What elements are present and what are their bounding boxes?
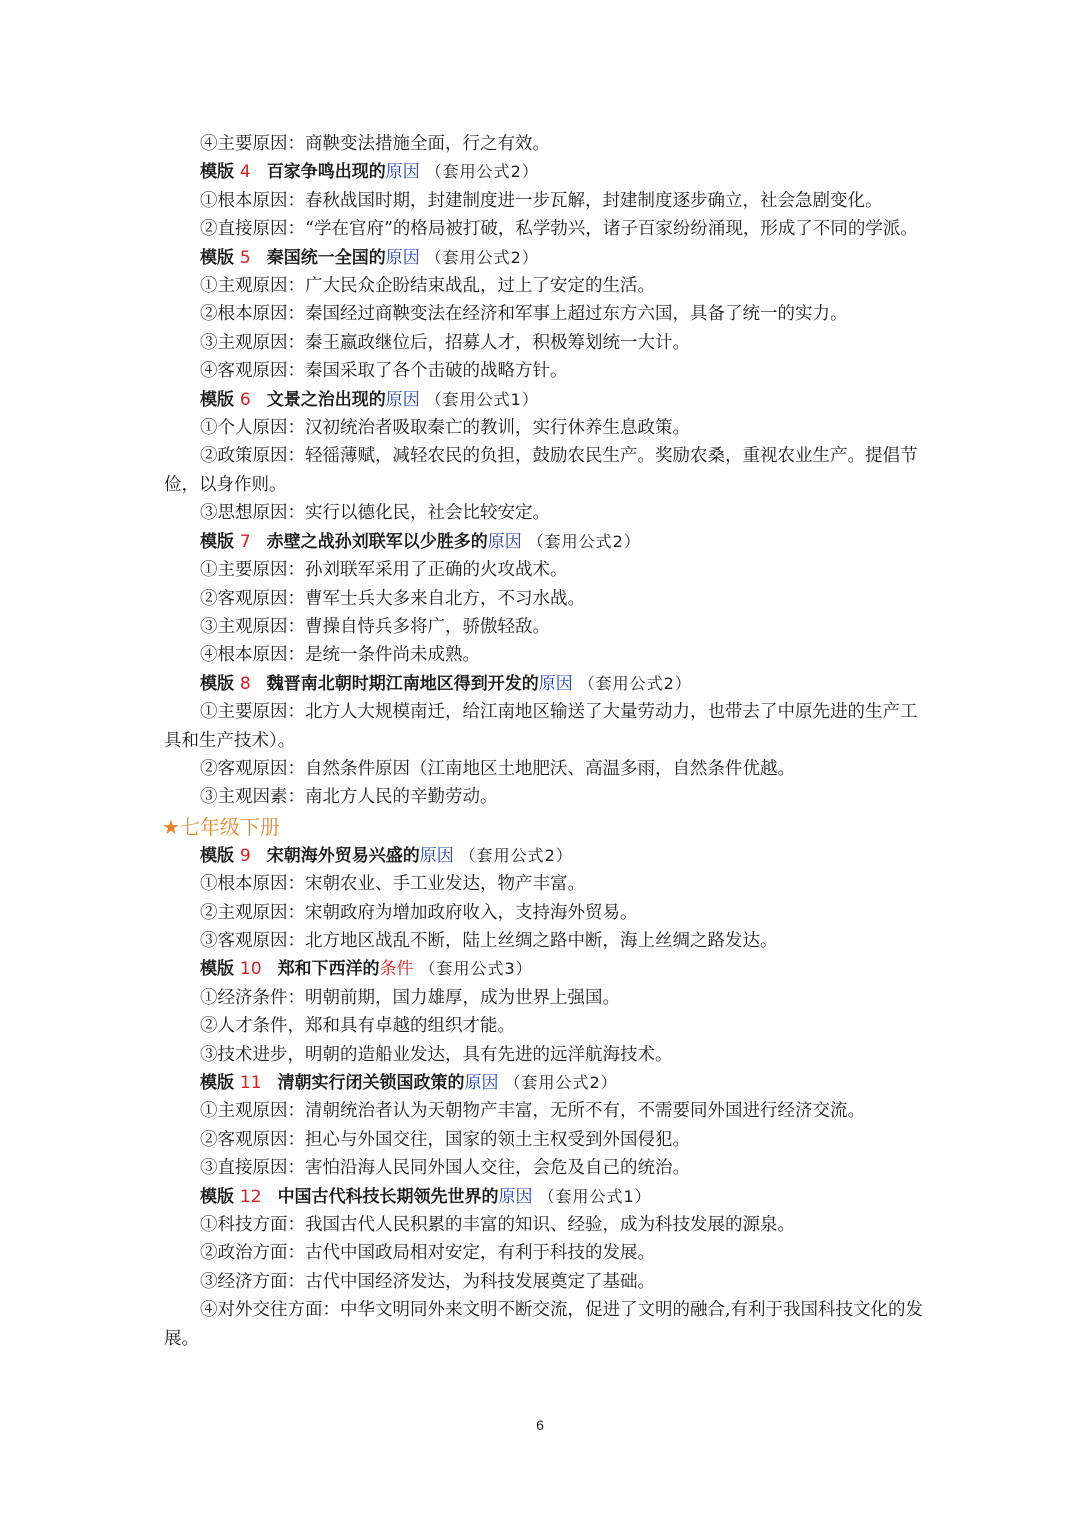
template-block [164,842,924,956]
text-line: ④主要原因：商鞅变法措施全面，行之有效。 [200,134,550,154]
text-line: ②主观原因：宋朝政府为增加政府收入，支持海外贸易。 [200,902,638,923]
text-line: ②政治方面：古代中国政局相对安定，有利于科技的发展。 [200,1243,655,1264]
template-block [164,1183,924,1353]
template-number: 8 [239,673,251,694]
text-line: ③主观原因：曹操自恃兵多将广，骄傲轻敌。 [200,616,550,637]
text-line: ①主要原因：北方人大规模南迁，给江南地区输送了大量劳动力，也带去了中原先进的生产工具和生产技术）。 [164,702,918,751]
text-line: ③主观因素：南北方人民的辛勤劳动。 [200,787,498,808]
formula-note: （套用公式2） [504,1073,618,1092]
formula-note: （套用公式2） [578,673,692,693]
text-line: ①根本原因：春秋战国时期，封建制度进一步瓦解，封建制度逐步确立，社会急剧变化。 [200,190,883,211]
template-label: 模版 [200,845,234,866]
template-number: 6 [239,389,251,410]
text-line: ①个人原因：汉初统治者吸取秦亡的教训，实行休养生息政策。 [200,418,690,439]
template-keyword: 原因 [498,1186,533,1207]
template-number: 4 [239,162,251,183]
text-line: ②政策原因：轻徭薄赋，减轻农民的负担，鼓励农民生产。奖励农桑，重视农业生产。提倡节俭，以身作则。 [164,446,918,495]
template-number: 11 [239,1073,262,1093]
template-title: 清朝实行闭关锁国政策的 [277,1073,465,1093]
template-heading [164,158,924,186]
template-label: 模版 [200,247,234,268]
template-title: 宋朝海外贸易兴盛的 [266,845,420,866]
template-heading [164,244,924,272]
template-block [164,386,924,528]
text-line: ③思想原因：实行以德化民，社会比较安定。 [200,503,550,524]
template-keyword: 原因 [385,389,420,410]
template-heading [164,528,924,556]
template-heading [164,955,924,983]
text-line: ①科技方面：我国古代人民积累的丰富的知识、经验，成为科技发展的源泉。 [200,1215,795,1236]
template-block [164,670,924,812]
text-line: ③客观原因：北方地区战乱不断，陆上丝绸之路中断，海上丝绸之路发达。 [200,930,778,951]
template-title: 百家争鸣出现的 [266,162,386,183]
text-line: ②客观原因：曹军士兵大多来自北方，不习水战。 [200,588,585,609]
template-heading [164,1069,924,1097]
formula-note: （套用公式2） [425,162,539,182]
text-line: ②客观原因：担心与外国交往，国家的领土主权受到外国侵犯。 [200,1129,690,1150]
text-line: ②人才条件，郑和具有卓越的组织才能。 [200,1016,515,1037]
template-keyword: 原因 [419,845,454,866]
template-block [164,244,924,386]
text-line: ①经济条件：明朝前期，国力雄厚，成为世界上强国。 [200,987,620,1008]
template-number: 9 [239,845,251,866]
template-block [164,955,924,1069]
template-label: 模版 [200,531,234,552]
text-line: ③技术进步，明朝的造船业发达，具有先进的远洋航海技术。 [200,1044,673,1065]
template-heading [164,670,924,698]
template-keyword: 原因 [464,1073,499,1093]
template-title: 魏晋南北朝时期江南地区得到开发的 [266,673,539,694]
template-title: 赤壁之战孙刘联军以少胜多的 [266,531,488,552]
section-heading: ★七年级下册 [162,814,280,839]
template-number: 12 [239,1186,262,1207]
template-heading [164,842,924,870]
template-keyword: 原因 [538,673,573,694]
template-keyword: 原因 [385,162,420,183]
template-heading [164,386,924,414]
text-line: ①主观原因：广大民众企盼结束战乱，过上了安定的生活。 [200,276,655,297]
text-line: ②客观原因：自然条件原因（江南地区土地肥沃、高温多雨，自然条件优越。 [200,758,795,779]
template-keyword: 原因 [385,247,420,268]
template-label: 模版 [200,1073,234,1093]
text-line: ①根本原因：宋朝农业、手工业发达，物产丰富。 [200,874,585,895]
template-title: 文景之治出现的 [266,389,386,410]
template-number: 7 [239,531,251,552]
text-line: ④对外交往方面：中华文明同外来文明不断交流，促进了文明的融合,有利于我国科技文化的发展。 [164,1300,924,1349]
template-heading [164,1183,924,1211]
formula-note: （套用公式2） [459,845,573,865]
text-line: ③主观原因：秦王嬴政继位后，招募人才，积极筹划统一大计。 [200,332,690,353]
text-line: ②根本原因：秦国经过商鞅变法在经济和军事上超过东方六国，具备了统一的实力。 [200,304,848,325]
text-line: ②直接原因：“学在官府”的格局被打破，私学勃兴，诸子百家纷纷涌现，形成了不同的学派。 [200,219,918,240]
text-line: ④根本原因：是统一条件尚未成熟。 [200,645,480,666]
template-label: 模版 [200,673,234,694]
template-number: 10 [239,959,262,980]
template-keyword: 原因 [487,531,522,552]
formula-note: （套用公式2） [527,531,641,551]
formula-note: （套用公式2） [425,247,539,267]
template-title: 郑和下西洋的 [277,959,380,980]
text-line: ④客观原因：秦国采取了各个击破的战略方针。 [200,361,568,382]
template-keyword: 条件 [379,959,414,980]
template-label: 模版 [200,959,234,980]
formula-note: （套用公式3） [419,959,533,979]
template-number: 5 [239,247,251,268]
formula-note: （套用公式1） [538,1186,652,1206]
document-body [164,130,924,1353]
template-title: 秦国统一全国的 [266,247,386,268]
text-line: ①主观原因：清朝统治者认为天朝物产丰富，无所不有，不需要同外国进行经济交流。 [200,1101,865,1122]
text-line: ③直接原因：害怕沿海人民同外国人交往，会危及自己的统治。 [200,1158,690,1179]
text-line: ①主要原因：孙刘联军采用了正确的火攻战术。 [200,560,568,581]
template-title: 中国古代科技长期领先世界的 [277,1186,499,1207]
formula-note: （套用公式1） [425,389,539,409]
template-block [164,158,924,243]
template-block [164,1069,924,1183]
template-label: 模版 [200,1186,234,1207]
template-label: 模版 [200,389,234,410]
template-label: 模版 [200,162,234,183]
template-block [164,528,924,670]
text-line: ③经济方面：古代中国经济发达，为科技发展奠定了基础。 [200,1271,655,1292]
page-number: 6 [536,1417,544,1433]
